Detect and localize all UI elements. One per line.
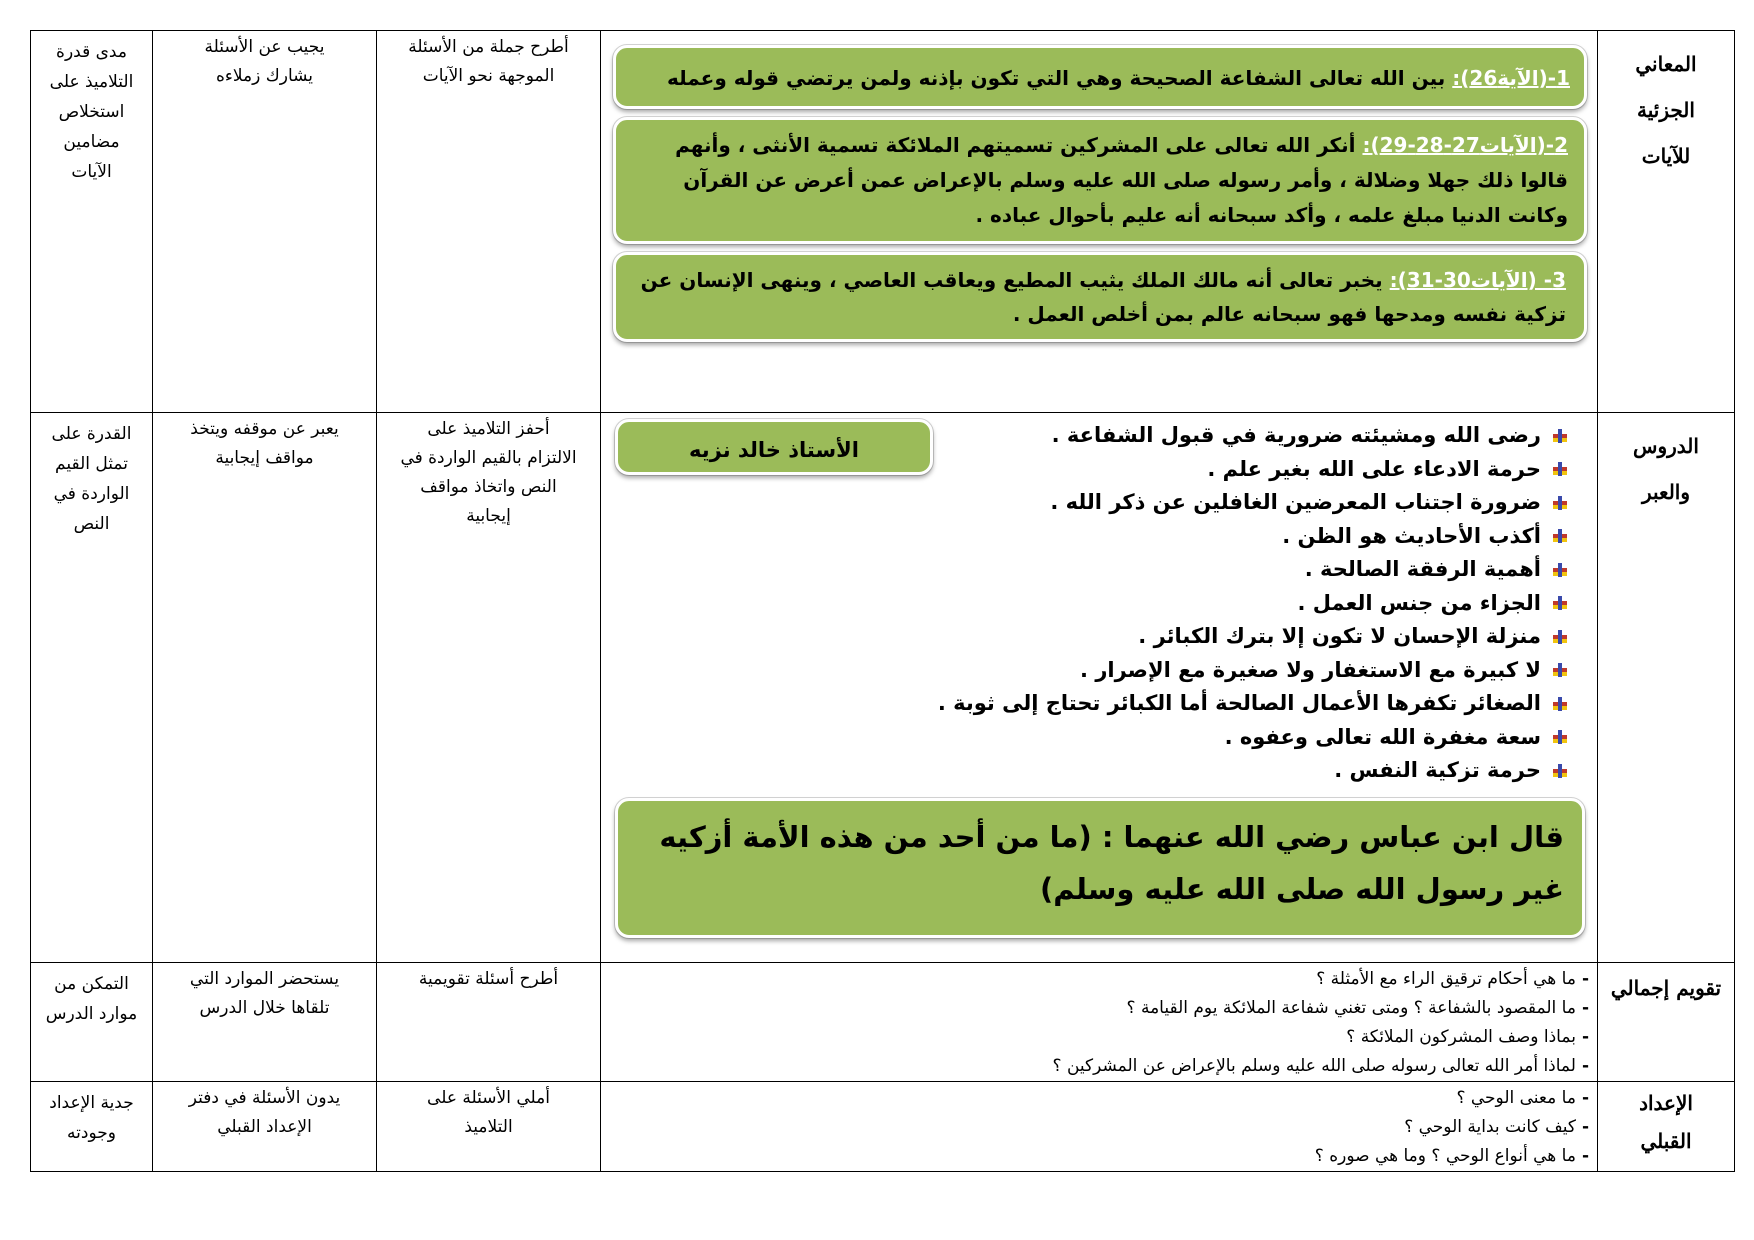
lesson-plan-table — [30, 30, 1735, 1172]
list-item: ضرورة اجتناب المعرضين الغافلين عن ذكر الله . — [601, 486, 1567, 520]
evaluation: القدرة على تمثل القيم الواردة في النص — [31, 413, 153, 963]
list-item: سعة مغفرة الله تعالى وعفوه . — [601, 721, 1567, 755]
verse-ref: 3- (الآيات30-31): — [1389, 268, 1566, 292]
list-item: الصغائر تكفرها الأعمال الصالحة أما الكبائر تحتاج إلى ثوبة . — [601, 687, 1567, 721]
list-item: أهمية الرفقة الصالحة . — [601, 553, 1567, 587]
student-activity: يعبر عن موقفه ويتخذ مواقف إيجابية — [153, 413, 377, 963]
meaning-text: أنكر الله تعالى على المشركين تسميتهم الملائكة تسمية الأنثى ، وأنهم قالوا ذلك جهلا وضلالة ، وأمر رسوله صلى الله عليه وسلم بالإعراض عمن أعرض عن القرآن وكانت الدنيا مبلغ علمه ، وأكد سبحانه أنه عليم بأحوال عباده . — [675, 133, 1568, 227]
bullet-icon — [1553, 697, 1567, 711]
questions-list — [601, 963, 1597, 1081]
meaning-box-3 — [613, 252, 1587, 342]
content-partial-meanings — [601, 31, 1598, 413]
quote-box — [615, 798, 1585, 938]
student-activity: يدون الأسئلة في دفتر الإعداد القبلي — [153, 1082, 377, 1172]
list-item: -ما هي أحكام ترقيق الراء مع الأمثلة ؟ — [1316, 969, 1589, 989]
teacher-activity: أطرح جملة من الأسئلة الموجهة نحو الآيات — [377, 31, 601, 413]
list-item: أكذب الأحاديث هو الظن . — [601, 520, 1567, 554]
verse-ref: 2-(الآيات27-28-29): — [1362, 133, 1568, 157]
row-preparation — [31, 1082, 1735, 1172]
bullet-icon — [1553, 496, 1567, 510]
list-item: لا كبيرة مع الاستغفار ولا صغيرة مع الإصرار . — [601, 654, 1567, 688]
section-label-preparation: الإعداد القبلي — [1598, 1082, 1735, 1172]
verse-ref: 1-(الآية26): — [1452, 66, 1570, 90]
bullet-icon — [1553, 429, 1567, 443]
bullet-icon — [1553, 630, 1567, 644]
student-activity: يستحضر الموارد التي تلقاها خلال الدرس — [153, 963, 377, 1082]
meaning-text: يخبر تعالى أنه مالك الملك يثيب المطيع ويعاقب العاصي ، وينهى الإنسان عن تزكية نفسه ومدحها فهو سبحانه عالم بمن أخلص العمل . — [640, 268, 1566, 326]
list-item: -لماذا أمر الله تعالى رسوله صلى الله عليه وسلم بالإعراض عن المشركين ؟ — [1052, 1056, 1589, 1076]
evaluation: جدية الإعداد وجودته — [31, 1082, 153, 1172]
student-activity: يجيب عن الأسئلة يشارك زملاءه — [153, 31, 377, 413]
teacher-activity: أحفز التلاميذ على الالتزام بالقيم الواردة في النص واتخاذ مواقف إيجابية — [377, 413, 601, 963]
bullet-icon — [1553, 663, 1567, 677]
evaluation: مدى قدرة التلاميذ على استخلاص مضامين الآيات — [31, 31, 153, 413]
list-item: -بماذا وصف المشركون الملائكة ؟ — [1346, 1027, 1589, 1047]
meaning-text: بين الله تعالى الشفاعة الصحيحة وهي التي تكون بإذنه ولمن يرتضي قوله وعمله — [666, 66, 1453, 90]
list-item: حرمة تزكية النفس . — [601, 754, 1567, 788]
list-item: منزلة الإحسان لا تكون إلا بترك الكبائر . — [601, 620, 1567, 654]
bullet-icon — [1553, 730, 1567, 744]
row-lessons — [31, 413, 1735, 963]
content-summative — [601, 963, 1598, 1082]
section-label-summative: تقويم إجمالي — [1598, 963, 1735, 1082]
teacher-activity: أطرح أسئلة تقويمية — [377, 963, 601, 1082]
bullet-icon — [1553, 563, 1567, 577]
evaluation: التمكن من موارد الدرس — [31, 963, 153, 1082]
list-item: -ما المقصود بالشفاعة ؟ ومتى تغني شفاعة الملائكة يوم القيامة ؟ — [1126, 998, 1589, 1018]
list-item: -كيف كانت بداية الوحي ؟ — [1404, 1117, 1589, 1137]
list-item: -ما معنى الوحي ؟ — [1456, 1088, 1589, 1108]
meaning-box-2 — [613, 117, 1587, 244]
bullet-icon — [1553, 764, 1567, 778]
teacher-activity: أملي الأسئلة على التلاميذ — [377, 1082, 601, 1172]
list-item: الجزاء من جنس العمل . — [601, 587, 1567, 621]
list-item: -ما هي أنواع الوحي ؟ وما هي صوره ؟ — [1314, 1146, 1589, 1166]
section-label-lessons: الدروس والعبر — [1598, 413, 1735, 963]
bullet-icon — [1553, 596, 1567, 610]
teacher-name: الأستاذ خالد نزيه — [689, 438, 859, 462]
row-partial-meanings — [31, 31, 1735, 413]
teacher-name-box — [615, 419, 933, 475]
questions-list — [601, 1082, 1597, 1171]
bullet-icon — [1553, 529, 1567, 543]
list-item: رضى الله ومشيئته ضرورية في قبول الشفاعة . — [601, 419, 1567, 453]
bullet-icon — [1553, 462, 1567, 476]
content-lessons — [601, 413, 1598, 963]
content-preparation — [601, 1082, 1598, 1172]
meaning-box-1 — [613, 45, 1587, 109]
list-item: حرمة الادعاء على الله بغير علم . — [601, 453, 1567, 487]
section-label-partial-meanings: المعاني الجزئية للآيات — [1598, 31, 1735, 413]
quote-text: قال ابن عباس رضي الله عنهما : (ما من أحد من هذه الأمة أزكيه غير رسول الله صلى الله عليه وسلم) — [659, 819, 1564, 906]
row-summative-evaluation — [31, 963, 1735, 1082]
